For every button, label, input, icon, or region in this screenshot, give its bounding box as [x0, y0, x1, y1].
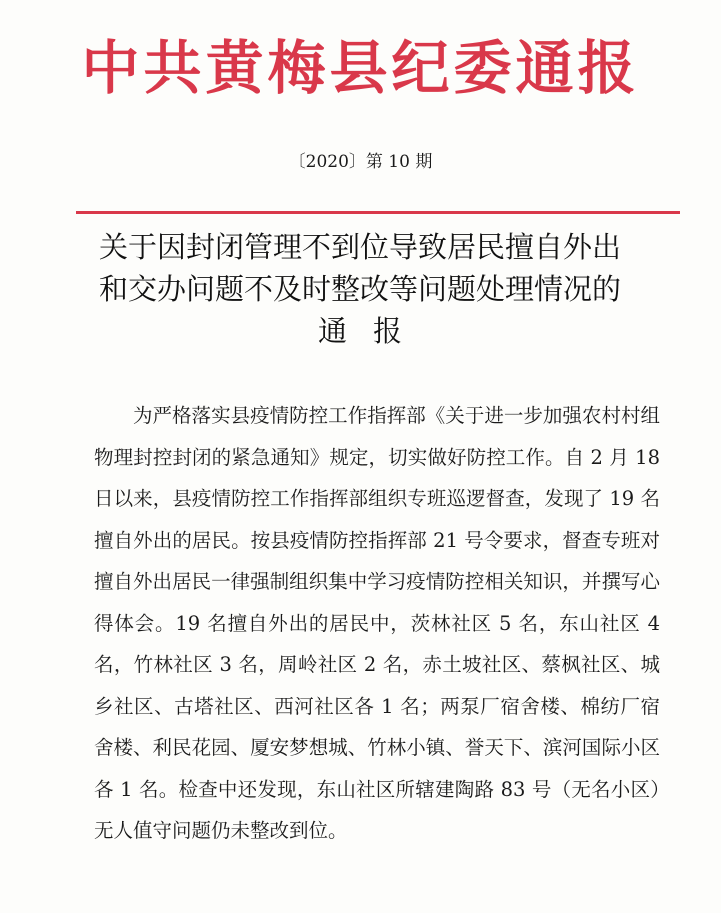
red-divider-line — [76, 211, 680, 214]
body-paragraph: 为严格落实县疫情防控工作指挥部《关于进一步加强农村村组物理封控封闭的紧急通知》规定，切实做好防控工作。自 2 月 18 日以来，县疫情防控工作指挥部组织专班巡逻督查，发现了 19 名擅自外出的居民。按县疫情防控指挥部 21 号令要求，督查专班对擅自外出居民一律强制组织集中学习疫情防控相关知识，并撰写心得体会。19 名擅自外出的居民中，茨林社区 5 名，东山社区 4 名，竹林社区 3 名，周岭社区 2 名，赤土坡社区、蔡枫社区、城乡社区、古塔社区、西河社区各 1 名；两泵厂宿舍楼、棉纺厂宿舍楼、利民花园、厦安梦想城、竹林小镇、誉天下、滨河国际小区各 1 名。检查中还发现，东山社区所辖建陶路 83 号（无名小区）无人值守问题仍未整改到位。 — [94, 404, 660, 842]
document-title — [60, 226, 660, 352]
title-line-2: 和交办问题不及时整改等问题处理情况的 — [98, 272, 621, 306]
title-line-3: 通报 — [317, 314, 428, 348]
issue-number: 〔2020〕第 10 期 — [288, 152, 433, 172]
masthead-title: 中共黄梅县纪委通报 — [81, 34, 640, 102]
title-line-1: 关于因封闭管理不到位导致居民擅自外出 — [98, 230, 621, 264]
